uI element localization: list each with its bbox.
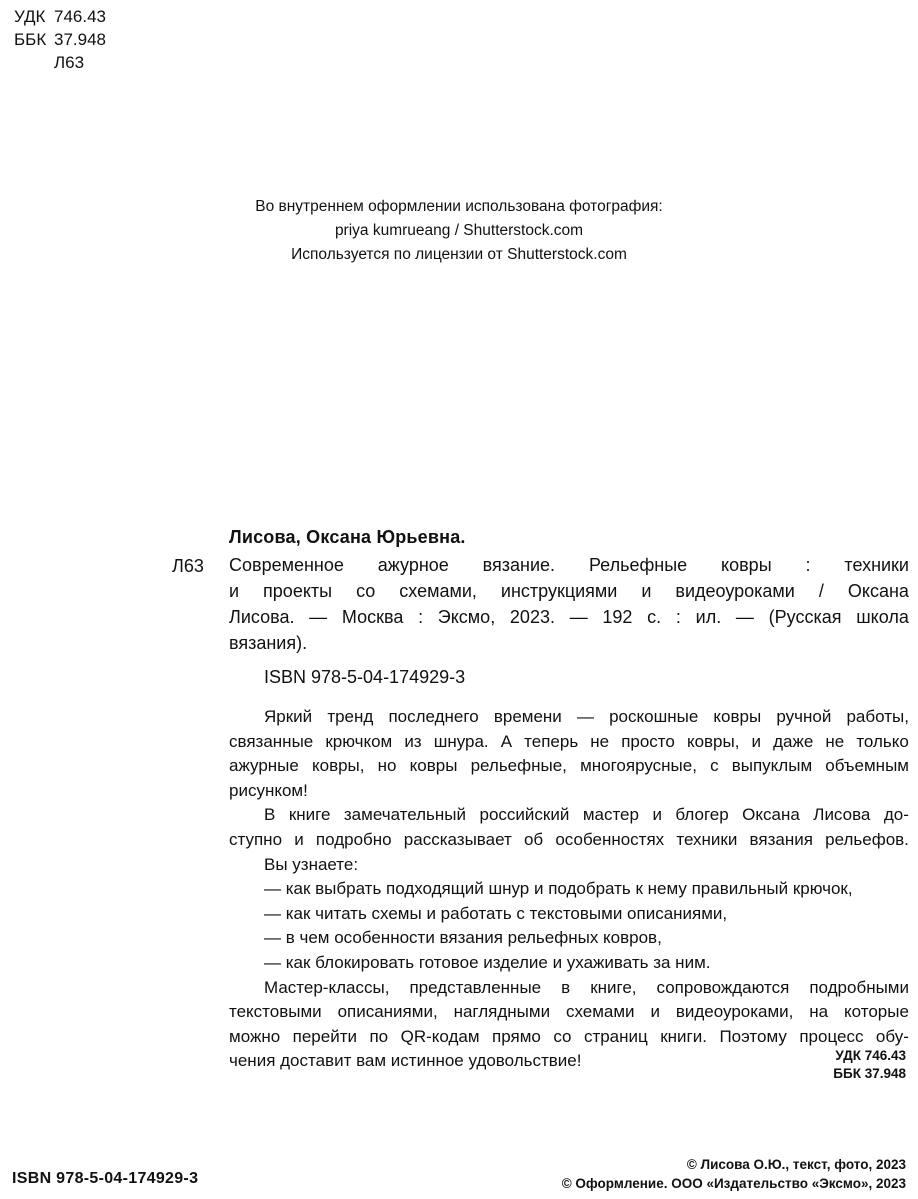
word: Рельефные — [588, 555, 688, 575]
text-line — [229, 976, 909, 1001]
word: ковры, — [311, 756, 365, 776]
text-line — [229, 552, 909, 578]
text-line — [229, 803, 909, 828]
word: тренд — [327, 707, 374, 726]
word: ковры — [713, 707, 762, 726]
word: ковры — [409, 756, 458, 776]
word: блогер — [675, 805, 729, 825]
word: российский — [479, 805, 570, 825]
text-line — [229, 779, 909, 804]
line-text: — как блокировать готовое изделие и ухаживать за ним. — [264, 952, 711, 972]
word: со — [356, 581, 376, 601]
word: Москва — [341, 607, 404, 627]
word: (Русская — [768, 607, 842, 627]
word: теперь — [524, 731, 579, 751]
text-line — [229, 754, 909, 779]
word: техники — [676, 829, 738, 849]
word: выпуклым — [731, 756, 813, 776]
word: с — [710, 756, 719, 776]
word: ажурные — [229, 756, 299, 776]
word: — — [569, 607, 588, 627]
word: Лисова — [813, 805, 871, 825]
line-text: чения доставит вам истинное удовольствие! — [229, 1051, 582, 1071]
word: ковры — [721, 555, 772, 575]
word: об — [523, 829, 544, 849]
text-line — [229, 828, 909, 853]
word: мастер — [582, 805, 639, 825]
word: 192 — [602, 607, 633, 627]
word: и — [294, 829, 304, 849]
text-line — [229, 926, 909, 951]
line-text: — как выбрать подходящий шнур и подобрать к нему правильный крючок, — [264, 879, 853, 899]
photo-credit-line: Во внутреннем оформлении использована фотография: — [255, 198, 663, 215]
bbk-code: 37.948 — [54, 30, 106, 49]
word: можно — [229, 1026, 281, 1046]
word: со — [553, 1026, 572, 1046]
word: видеоуроками, — [675, 1002, 794, 1022]
word: и — [650, 1002, 660, 1022]
text-line — [229, 705, 909, 730]
word: текстовыми — [229, 1002, 322, 1022]
word: — — [576, 707, 594, 726]
line-text: Вы узнаете: — [264, 854, 359, 874]
word: процесс — [799, 1026, 864, 1046]
text-line — [229, 730, 909, 755]
text-line — [229, 1000, 909, 1025]
word: работы, — [846, 707, 909, 726]
udk-label: УДК — [14, 7, 46, 26]
word: ступно — [229, 829, 283, 849]
word: В — [264, 805, 276, 825]
bbk-label: ББК — [14, 30, 47, 49]
word: ил. — [695, 607, 722, 627]
word: многоярусные, — [580, 756, 697, 776]
word: страниц — [583, 1026, 648, 1046]
record-isbn: ISBN 978-5-04-174929-3 — [264, 667, 466, 687]
word: рельефов. — [825, 829, 909, 849]
word: книги. — [660, 1026, 707, 1046]
word: шнура. — [433, 731, 489, 751]
text-line — [229, 604, 909, 630]
photo-credit — [0, 195, 918, 267]
word: не — [825, 731, 845, 751]
word: ажурное — [377, 555, 449, 575]
text-line — [229, 853, 909, 878]
word: вязание. — [482, 555, 556, 575]
word: и — [229, 581, 240, 601]
photo-credit-line: priya kumrueang / Shutterstock.com — [334, 222, 584, 239]
word: и — [652, 805, 662, 825]
word: связанные — [229, 731, 314, 751]
udk-bottom: УДК 746.43 — [835, 1048, 906, 1063]
word: замечательный — [343, 805, 467, 825]
word: по — [369, 1026, 389, 1046]
word: QR-кодам — [400, 1026, 480, 1046]
word: вязания — [749, 829, 813, 849]
word: Современное — [229, 555, 344, 575]
udk-code: 746.43 — [54, 7, 106, 26]
word: техники — [844, 555, 909, 575]
author-sign-top: Л63 — [54, 53, 85, 72]
text-line — [229, 630, 909, 656]
word: перейти — [292, 1026, 357, 1046]
word: Лисова. — [229, 607, 295, 627]
word: последнего — [388, 707, 479, 726]
copyright-text: © Лисова О.Ю., текст, фото, 2023 — [686, 1157, 906, 1172]
annotation — [229, 705, 909, 1074]
word: и — [641, 581, 652, 601]
copyright-design: © Оформление. ООО «Издательство «Эксмо», 2023 — [561, 1176, 906, 1191]
word: видеоуроками — [675, 581, 795, 601]
word: Поэтому — [719, 1026, 787, 1046]
word: особенностях — [555, 829, 665, 849]
word: из — [404, 731, 422, 751]
word: просто — [621, 731, 675, 751]
word: обу- — [875, 1026, 909, 1046]
word: подробными — [809, 977, 909, 997]
word: : — [675, 607, 681, 627]
word: и — [751, 731, 762, 751]
record-author: Лисова, Оксана Юрьевна. — [229, 527, 466, 547]
word: подробно — [315, 829, 392, 849]
bbk-bottom: ББК 37.948 — [833, 1066, 906, 1081]
word: только — [856, 731, 909, 751]
word: до- — [883, 805, 909, 825]
isbn-bottom: ISBN 978-5-04-174929-3 — [12, 1170, 199, 1187]
word: Яркий — [264, 707, 313, 726]
word: роскошные — [609, 707, 699, 726]
word: ручной — [776, 707, 832, 726]
word: в — [561, 977, 571, 997]
line-text: вязания). — [229, 633, 308, 653]
word: школа — [856, 607, 909, 627]
word: сопровождаются — [656, 977, 790, 997]
line-text: рисунком! — [229, 780, 308, 800]
word: схемами — [565, 1002, 635, 1022]
line-text: — как читать схемы и работать с текстовыми описаниями, — [264, 903, 728, 923]
text-line — [229, 877, 909, 902]
word: 2023. — [509, 607, 555, 627]
word: с. — [647, 607, 662, 627]
word: книге — [288, 805, 331, 825]
text-line — [229, 951, 909, 976]
word: даже — [773, 731, 814, 751]
bbk-line — [14, 29, 106, 51]
word: описаниями, — [337, 1002, 438, 1022]
word: проекты — [263, 581, 333, 601]
word: объемным — [825, 756, 909, 776]
word: Оксана — [742, 805, 800, 825]
photo-credit-line: Используется по лицензии от Shutterstock.com — [291, 246, 627, 263]
word: книге, — [590, 977, 637, 997]
word: ковры, — [686, 731, 740, 751]
word: схемами, — [399, 581, 477, 601]
word: не — [590, 731, 610, 751]
word: времени — [493, 707, 562, 726]
word: крючком — [325, 731, 393, 751]
word: рельефные, — [470, 756, 567, 776]
word: которые — [844, 1002, 909, 1022]
word: но — [377, 756, 397, 776]
word: рассказывает — [403, 829, 512, 849]
word: Мастер-классы, — [264, 977, 390, 997]
text-line — [229, 1025, 909, 1050]
word: : — [805, 555, 811, 575]
record-description — [229, 552, 909, 656]
text-line — [229, 902, 909, 927]
word: : — [418, 607, 424, 627]
udk-line — [14, 6, 106, 28]
word: наглядными — [453, 1002, 551, 1022]
word: прямо — [492, 1026, 541, 1046]
word: / — [818, 581, 824, 601]
word: — — [735, 607, 754, 627]
word: А — [500, 731, 513, 751]
line-text: — в чем особенности вязания рельефных ковров, — [264, 928, 662, 948]
text-line — [229, 1049, 909, 1074]
word: — — [309, 607, 328, 627]
word: Оксана — [847, 581, 909, 601]
record-author-sign: Л63 — [172, 556, 204, 576]
word: представленные — [409, 977, 542, 997]
word: на — [809, 1002, 829, 1022]
word: Эксмо, — [437, 607, 496, 627]
word: инструкциями — [500, 581, 618, 601]
text-line — [229, 578, 909, 604]
